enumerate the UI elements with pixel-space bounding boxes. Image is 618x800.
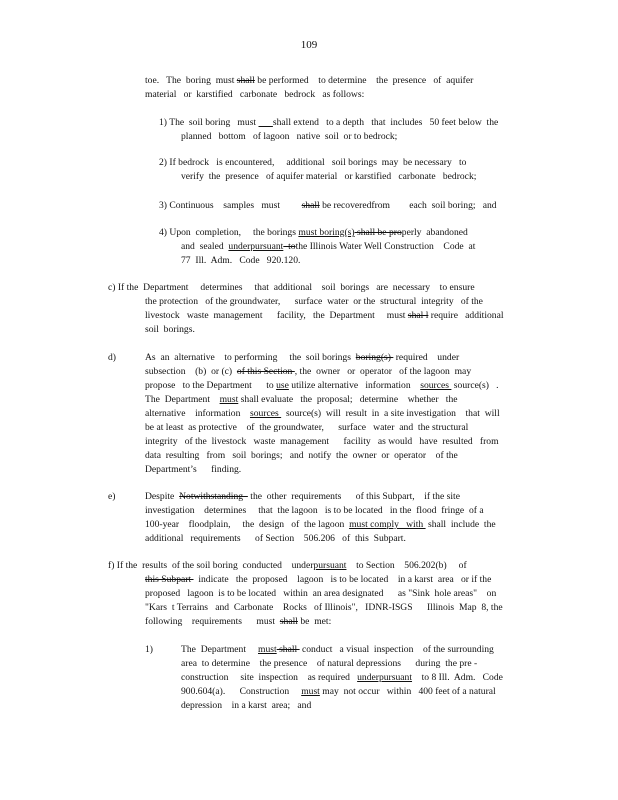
item-1 [159, 116, 539, 144]
strike-text: this Subpart [145, 574, 194, 585]
text-run: 4) Upon completion, the borings [159, 227, 299, 238]
text-run: be performed to determine the presence of aquifer [254, 75, 474, 86]
text-line: 77 Ill. Adm. Code 920.120. [181, 255, 301, 266]
text-run: indicate the proposed lagoon is to be located in a karst area or if the [193, 574, 492, 585]
text-line: Department’s finding. [145, 464, 242, 475]
underline-blank [259, 117, 273, 128]
strike-text: shall [279, 616, 298, 627]
text-line: material or karstified carbonate bedrock as follows: [145, 89, 365, 100]
text-line: c) If the Department determines that additional soil borings are necessary to ensure [108, 282, 475, 293]
text-run: conduct a visual inspection of the surrounding [299, 644, 494, 655]
text-run: 1) The soil boring must [159, 117, 259, 128]
intro-paragraph [145, 74, 540, 102]
text-line: area to determine the presence of natural depressions during the pre - [181, 658, 478, 669]
label-f1: 1) [145, 644, 153, 655]
strike-text: shal l [407, 310, 429, 321]
item-f1 [181, 643, 541, 713]
text-run: livestock waste management facility, the Department must [145, 310, 408, 321]
text-run: the Illinois Water Well Construction Code at [295, 241, 476, 252]
underline-text: sources [249, 408, 282, 419]
underline-text: must [219, 394, 239, 405]
underline-text: must [301, 686, 320, 697]
text-run: f) If the results of the soil boring conducted under [108, 560, 314, 571]
text-line: soil borings. [145, 324, 195, 335]
text-line: proposed lagoon is to be located within an area designated as "Sink hole areas" on [145, 588, 497, 599]
text-run: may not occur within 400 feet of a natural [319, 686, 496, 697]
text-line: data resulting from soil borings; and notify the owner or operator of the [145, 450, 458, 461]
text-line: 2) If bedrock is encountered, additional soil borings may be necessary to [159, 157, 467, 168]
label-d: d) [108, 352, 116, 363]
text-line: additional requirements of Section 506.206 of this Subpart. [145, 533, 406, 544]
text-run: source(s) will result in a site investigation that will [281, 408, 500, 419]
text-run: The Department [145, 394, 220, 405]
strike-text: shall [276, 644, 300, 655]
underline-text: must comply with [349, 519, 426, 530]
text-run: shall evaluate the proposal; determine whether the [238, 394, 458, 405]
text-run: alternative information [145, 408, 250, 419]
paragraph-c [108, 281, 538, 337]
text-run: 100-year floodplain, the design of the lagoon [145, 519, 350, 530]
underline-text: must [258, 644, 277, 655]
text-line: integrity of the livestock waste management facility as would have resulted from [145, 436, 499, 447]
text-run: be met: [297, 616, 332, 627]
strike-text: shall be pro [354, 227, 402, 238]
text-line: verify the presence of aquifer material or karstified carbonate bedrock; [181, 171, 477, 182]
text-run: required under [393, 352, 460, 363]
strike-text: boring(s) [355, 352, 394, 363]
text-run: , the owner or operator of the lagoon may [294, 366, 472, 377]
text-run: shall extend to a depth that includes 50 feet below the [272, 117, 499, 128]
text-run: The Department [181, 644, 258, 655]
text-run: to 8 Ill. Adm. Code [412, 672, 503, 683]
text-run: utilize alternative information [288, 380, 421, 391]
underline-text: must boring(s) [298, 227, 355, 238]
underline-text: underpursuant [357, 672, 413, 683]
text-run: and sealed [181, 241, 229, 252]
text-run: shall include the [425, 519, 496, 530]
underline-text: use [276, 380, 289, 391]
label-e: e) [108, 491, 116, 502]
text-run: be recoveredfrom each soil boring; and [319, 200, 497, 211]
text-run: As an alternative to performing the soil borings [145, 352, 356, 363]
page-number: 109 [300, 39, 318, 51]
text-run: require additional [428, 310, 504, 321]
item-4 [159, 226, 539, 268]
strike-text: shall [236, 75, 255, 86]
paragraph-e [145, 490, 540, 546]
text-run: toe. The boring must [145, 75, 237, 86]
paragraph-f [108, 559, 540, 629]
text-line: "Kars t Terrains and Carbonate Rocks of Illinois", IDNR-ISGS Illinois Map 8, the [145, 602, 503, 613]
text-line: the protection of the groundwater, surface water or the structural integrity of the [145, 296, 483, 307]
strike-text: to [283, 241, 296, 252]
text-line: planned bottom of lagoon native soil or to bedrock; [181, 131, 398, 142]
strike-text: Notwithstanding [179, 491, 248, 502]
paragraph-d [145, 351, 540, 477]
item-2 [159, 156, 539, 184]
text-run: perly abandoned [401, 227, 468, 238]
underline-text: pursuant [313, 560, 347, 571]
underline-text: underpursuant [228, 241, 284, 252]
text-run: following requirements must [145, 616, 280, 627]
text-run: construction site inspection as required [181, 672, 358, 683]
text-run: propose to the Department to [145, 380, 277, 391]
text-run: 3) Continuous samples must [159, 200, 302, 211]
text-line: be at least as protective of the groundwater, surface water and the structural [145, 422, 469, 433]
strike-text: of this Section [236, 366, 295, 377]
text-run: to Section 506.202(b) of [346, 560, 467, 571]
underline-text: sources [420, 380, 452, 391]
text-line: depression in a karst area; and [181, 700, 312, 711]
text-run: Despite [145, 491, 180, 502]
text-run: 900.604(a). Construction [181, 686, 302, 697]
text-run: source(s) . [451, 380, 499, 391]
text-line: investigation determines that the lagoon is to be located in the flood fringe of a [145, 505, 484, 516]
text-run: the other requirements of this Subpart, if the site [247, 491, 460, 502]
strike-text: shall [301, 200, 320, 211]
item-3 [159, 199, 539, 213]
text-run: subsection (b) or (c) [145, 366, 237, 377]
